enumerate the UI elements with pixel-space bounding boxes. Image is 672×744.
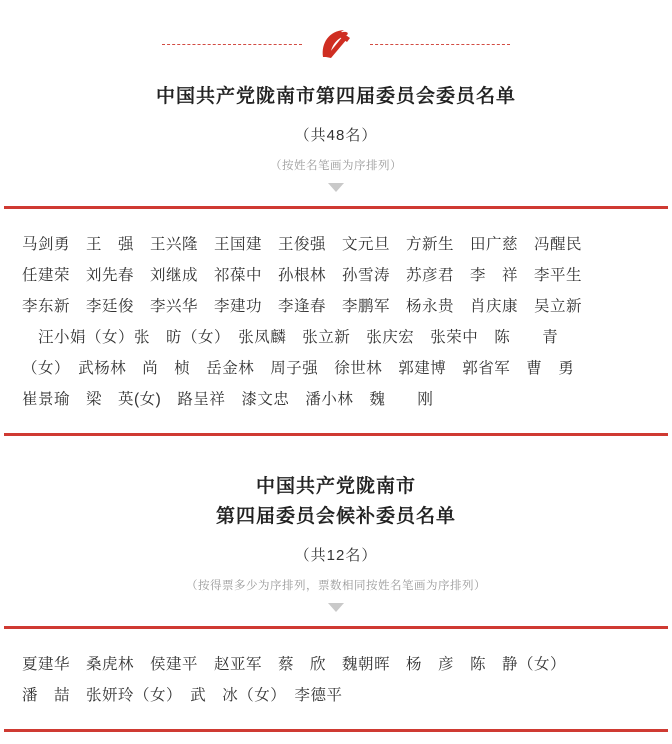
list-item: 潘 喆 张妍玲（女） 武 冰（女） 李德平: [22, 687, 343, 704]
section2-count: （共12名）: [294, 547, 378, 564]
hammer-sickle-emblem-icon: [316, 26, 356, 62]
section1-name-box: [4, 206, 668, 436]
arrow-down-icon: [328, 183, 344, 192]
list-item: （女） 武杨林 尚 桢 岳金林 周子强 徐世林 郭建博 郭省军 曹 勇: [22, 360, 575, 377]
list-item: 夏建华 桑虎林 侯建平 赵亚军 蔡 欣 魏朝晖 杨 彦 陈 静（女）: [22, 656, 567, 673]
section2-title-line1: 中国共产党陇南市: [255, 476, 416, 497]
arrow-down-icon: [328, 603, 344, 612]
section2-note: （按得票多少为序排列，票数相同按姓名笔画为序排列）: [186, 580, 486, 592]
list-item: 马剑勇 王 强 王兴隆 王国建 王俊强 文元旦 方新生 田广慈 冯醒民: [22, 236, 583, 253]
dashed-line-right: [370, 44, 510, 45]
section1-count: （共48名）: [294, 127, 378, 144]
list-item: 任建荣 刘先春 刘继成 祁葆中 孙根林 孙雪涛 苏彦君 李 祥 李平生: [22, 267, 583, 284]
section-spacer: [0, 436, 672, 458]
list-item: 崔景瑜 梁 英(女) 路呈祥 漆文忠 潘小林 魏 刚: [22, 391, 434, 408]
section2-name-box: [4, 626, 668, 732]
list-item: 李东新 李廷俊 李兴华 李建功 李逢春 李鹏军 杨永贵 肖庆康 吴立新: [22, 298, 583, 315]
dashed-line-left: [162, 44, 302, 45]
section2-heading: [0, 458, 672, 612]
emblem-divider: [0, 0, 672, 68]
list-item: 汪小娟（女）张 昉（女） 张凤麟 张立新 张庆宏 张荣中 陈 青: [22, 329, 559, 346]
section1-heading: [0, 68, 672, 192]
section1-note: （按姓名笔画为序排列）: [270, 160, 402, 172]
section1-title: 中国共产党陇南市第四届委员会委员名单: [155, 86, 516, 107]
section2-title-line2: 第四届委员会候补委员名单: [215, 506, 456, 527]
section1-name-list: [22, 229, 650, 415]
section2-name-list: [22, 649, 650, 711]
